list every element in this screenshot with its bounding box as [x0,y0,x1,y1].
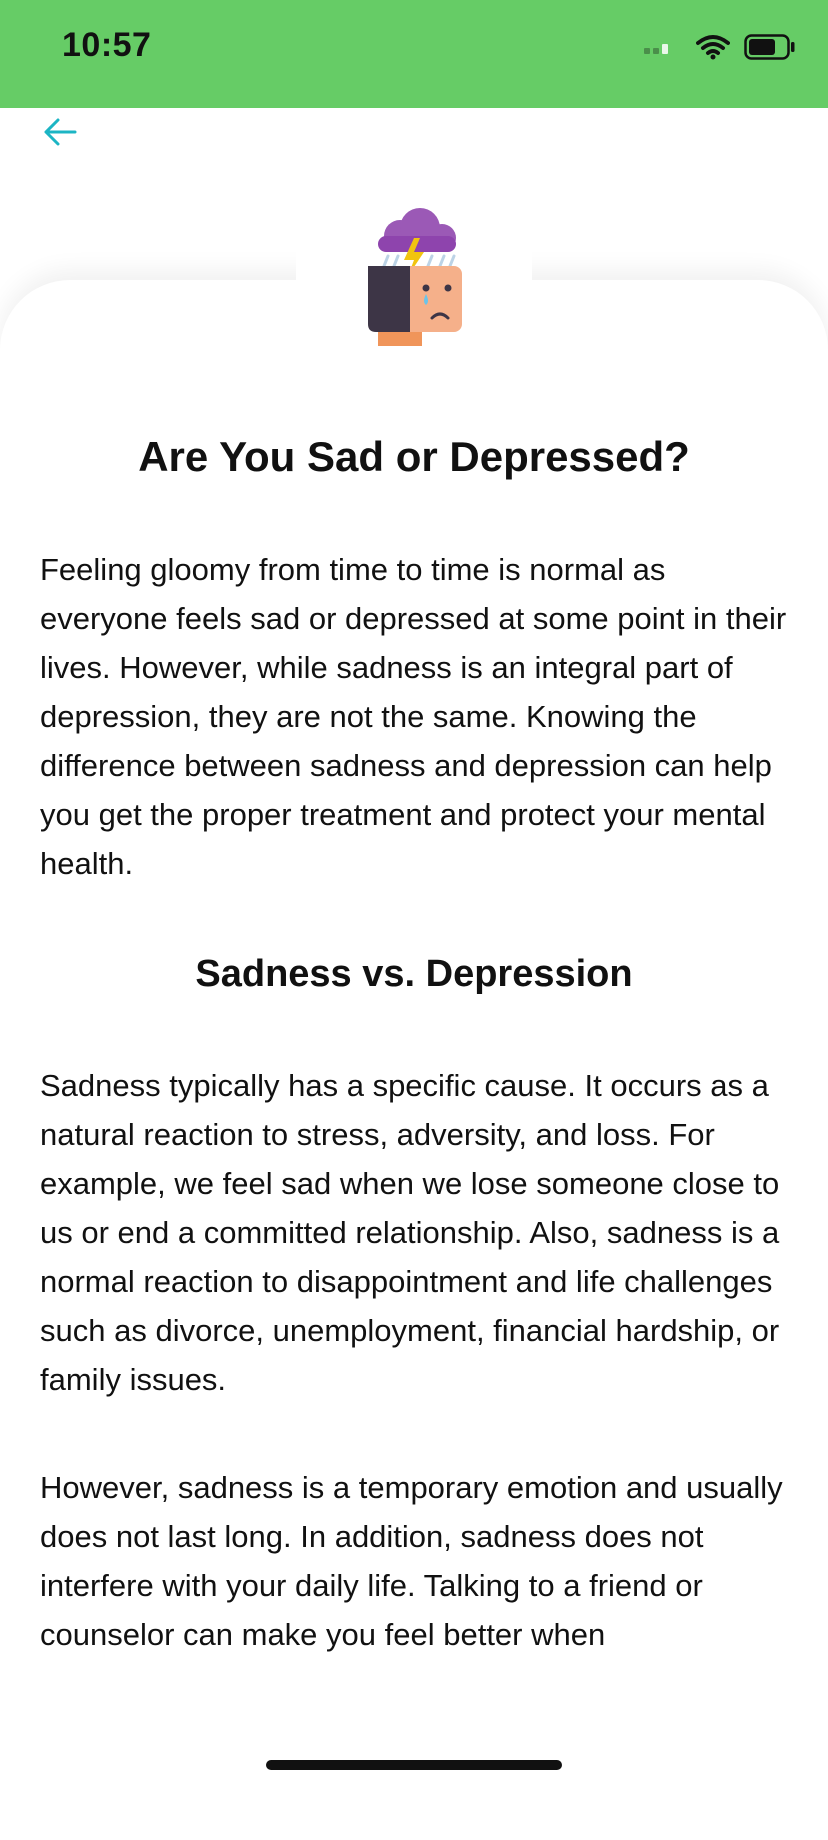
intro-paragraph: Feeling gloomy from time to time is normal as everyone feels sad or depressed at some point in their lives. However, while sadness is an integral part of depression, they are not the same. Knowing the difference between sadness and depression can help you get the proper treatment and protect your mental health. [40,551,787,881]
sad-person-storm-cloud-icon [364,208,474,348]
section-heading: Sadness vs. Depression [195,952,633,995]
signal-icon [642,39,682,60]
article-title: Are You Sad or Depressed? [138,433,690,480]
arrow-left-icon [42,117,78,152]
article-content [40,430,788,1659]
status-time: 10:57 [62,26,152,64]
body-paragraph-1: Sadness typically has a specific cause. It occurs as a natural reaction to stress, adversity, and loss. For example, we feel sad when we lose someone close to us or end a committed relationship. Also, sadness is a normal reaction to disappointment and life challenges such as divorce, unemployment, financial hardship, or family issues. [40,1067,780,1397]
status-bar [0,0,828,108]
battery-icon [744,34,796,65]
status-icons [642,34,796,65]
body-paragraph-2: However, sadness is a temporary emotion and usually does not last long. In addition, sadness does not interfere with your daily life. Talking to a friend or counselor can make you feel better when [40,1469,783,1652]
home-indicator[interactable] [266,1760,562,1770]
wifi-icon [696,34,730,65]
back-button[interactable] [38,116,82,152]
